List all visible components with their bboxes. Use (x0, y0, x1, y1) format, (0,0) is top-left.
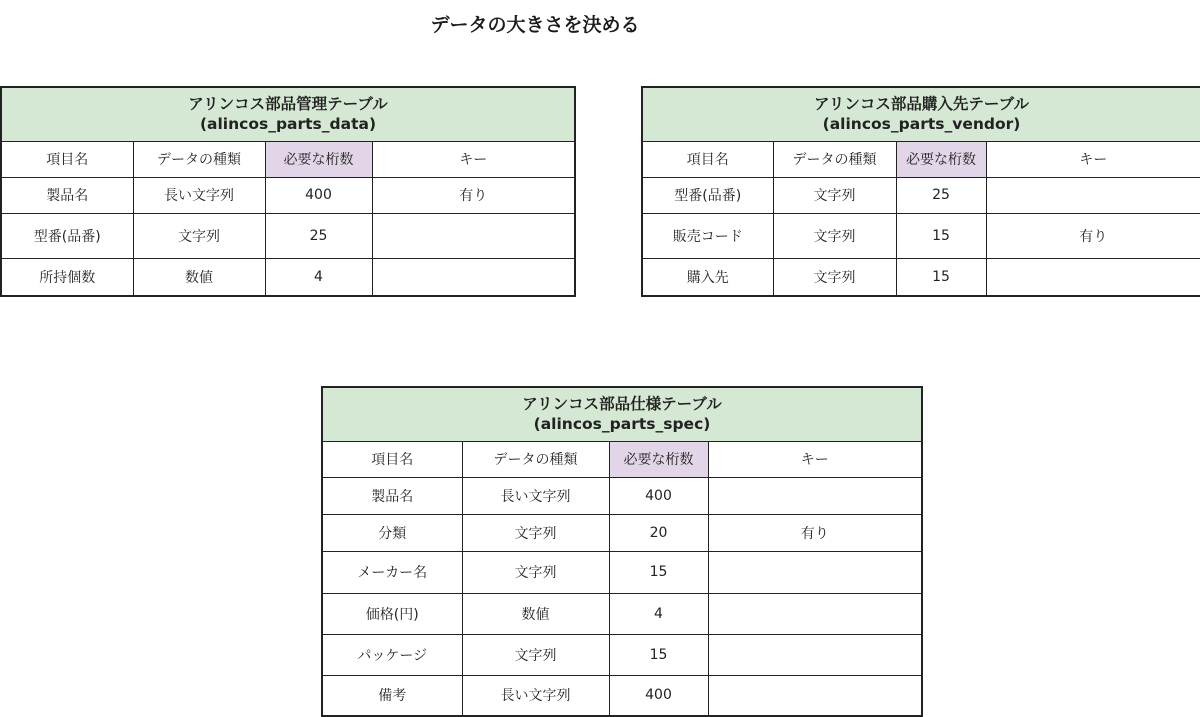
table-cell: 分類 (322, 514, 462, 551)
table-row (642, 177, 1200, 213)
table-cell: 400 (609, 675, 708, 716)
table-cell: 長い文字列 (133, 177, 265, 213)
table-cell: 文字列 (133, 213, 265, 258)
column-header: 項目名 (642, 141, 773, 177)
table-cell (986, 258, 1200, 296)
parts-data-table (0, 86, 576, 297)
table-cell: 有り (986, 213, 1200, 258)
table-cell: 15 (896, 213, 986, 258)
table-cell: 20 (609, 514, 708, 551)
page-title: データの大きさを決める (430, 14, 640, 36)
table-cell (372, 213, 575, 258)
table-cell: 4 (265, 258, 372, 296)
table-cell: 400 (609, 477, 708, 514)
table-cell: 数値 (462, 593, 609, 634)
table-cell: 文字列 (773, 213, 896, 258)
table-cell: 15 (896, 258, 986, 296)
table-cell: 有り (372, 177, 575, 213)
table-row (322, 551, 922, 593)
table-cell (708, 675, 922, 716)
table-cell (372, 258, 575, 296)
table-row (642, 213, 1200, 258)
table-cell: 所持個数 (1, 258, 133, 296)
column-header: 必要な桁数 (265, 141, 372, 177)
table-cell: 25 (896, 177, 986, 213)
table-cell: 販売コード (642, 213, 773, 258)
column-header: データの種類 (133, 141, 265, 177)
table-cell: 長い文字列 (462, 675, 609, 716)
table-subtitle: (alincos_parts_data) (199, 115, 377, 134)
table-cell: 文字列 (462, 551, 609, 593)
column-header: 必要な桁数 (896, 141, 986, 177)
table-title: アリンコス部品仕様テーブル (522, 395, 722, 414)
table-cell: 15 (609, 634, 708, 675)
table-cell: 型番(品番) (1, 213, 133, 258)
table-cell: 文字列 (462, 514, 609, 551)
parts-vendor-table (641, 86, 1200, 297)
table-cell: メーカー名 (322, 551, 462, 593)
table-cell (986, 177, 1200, 213)
table-subtitle: (alincos_parts_spec) (533, 415, 711, 434)
column-header: キー (372, 141, 575, 177)
table-cell: 15 (609, 551, 708, 593)
table-cell: 数値 (133, 258, 265, 296)
table-header (642, 87, 1200, 141)
table-row (322, 675, 922, 716)
table-cell: 文字列 (773, 258, 896, 296)
column-header: キー (986, 141, 1200, 177)
table-header (1, 87, 575, 141)
table-cell (708, 551, 922, 593)
table-cell: 長い文字列 (462, 477, 609, 514)
table-row (1, 213, 575, 258)
table-row (1, 258, 575, 296)
table-cell: 型番(品番) (642, 177, 773, 213)
table-row (642, 258, 1200, 296)
table-header (322, 387, 922, 441)
table-row (1, 177, 575, 213)
table-title: アリンコス部品購入先テーブル (814, 95, 1029, 114)
table-row (322, 477, 922, 514)
table-row (322, 593, 922, 634)
table-cell: 価格(円) (322, 593, 462, 634)
column-header: 項目名 (322, 441, 462, 477)
table-cell: パッケージ (322, 634, 462, 675)
table-cell: 400 (265, 177, 372, 213)
table-cell: 25 (265, 213, 372, 258)
table-cell: 購入先 (642, 258, 773, 296)
column-header: 項目名 (1, 141, 133, 177)
table-cell: 4 (609, 593, 708, 634)
table-cell (708, 593, 922, 634)
table-subtitle: (alincos_parts_vendor) (822, 115, 1021, 134)
column-header: 必要な桁数 (609, 441, 708, 477)
table-cell: 備考 (322, 675, 462, 716)
table-cell: 文字列 (462, 634, 609, 675)
table-cell (708, 477, 922, 514)
column-header: データの種類 (462, 441, 609, 477)
table-cell: 製品名 (322, 477, 462, 514)
table-cell: 有り (708, 514, 922, 551)
table-row (322, 634, 922, 675)
column-header: キー (708, 441, 922, 477)
table-title: アリンコス部品管理テーブル (188, 95, 388, 114)
table-cell: 文字列 (773, 177, 896, 213)
table-cell: 製品名 (1, 177, 133, 213)
column-header: データの種類 (773, 141, 896, 177)
table-row (322, 514, 922, 551)
table-cell (708, 634, 922, 675)
parts-spec-table (321, 386, 923, 717)
